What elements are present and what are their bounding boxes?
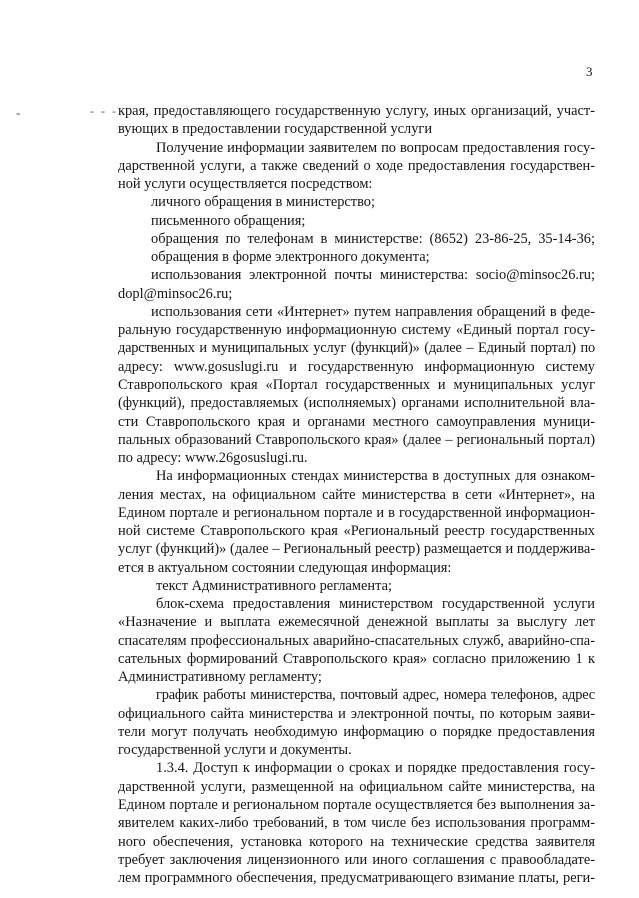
text-line: дарственной услуги, размещенной на официальном сайте министерства, на (118, 778, 595, 795)
text-line: ной услуги осуществляется посредством: (118, 176, 373, 192)
text-line: вующих в предоставлении государственной услуги (118, 121, 433, 138)
page-number: 3 (586, 64, 593, 79)
text-line: обращения в форме электронного документа; (151, 249, 430, 266)
text-line: dopl@minsoc26.ru; (118, 285, 233, 302)
text-line: использования сети «Интернет» путем направления обращений в феде- (151, 303, 595, 320)
text-line: спасателям профессиональных аварийно-спасательных служб, аварийно-спа- (118, 632, 595, 649)
text-line: 1.3.4. Доступ к информации о сроках и порядке предоставления госу- (156, 760, 595, 777)
text-line: ется в актуальном состоянии следующая информация: (118, 559, 452, 576)
margin-mark: - (16, 105, 21, 120)
text-line: текст Административного регламента; (156, 577, 392, 594)
text-line: края, предоставляющего государственную услугу, иных организаций, участ- (118, 103, 595, 119)
text-line: Ставропольского края «Портал государственных и муниципальных услуг (118, 376, 595, 393)
text-line: адресу: www.gosuslugi.ru и государственную информационную систему (118, 358, 595, 375)
text-line: официального сайта министерства и электронной почты, по которым заяви- (118, 705, 595, 722)
text-line: (функций), предоставляемых (исполняемых) органами исполнительной вла- (118, 395, 595, 412)
text-line: сательных формирований Ставропольского края» согласно приложению 1 к (118, 650, 595, 667)
text-line: письменного обращения; (151, 212, 306, 229)
text-line: ной системе Ставропольского края «Региональный реестр государственных (118, 523, 595, 539)
text-line: дарственной услуги, а также сведений о ходе предоставления государствен- (118, 157, 595, 174)
text-line: услуг (функций)» (далее – Региональный реестр) размещается и поддержива- (118, 541, 595, 558)
text-line: Едином портале и региональном портале осуществляется без выполнения за- (118, 797, 595, 813)
text-line: график работы министерства, почтовый адрес, номера телефонов, адрес (156, 687, 595, 704)
text-line: личного обращения в министерство; (151, 194, 375, 211)
text-line: использования электронной почты министерства: socio@minsoc26.ru; (151, 267, 595, 284)
text-line: пальных образований Ставропольского края» (далее – региональный портал) (118, 431, 595, 448)
text-line: На информационных стендах министерства в доступных для ознаком- (156, 468, 595, 485)
text-line: блок-схема предоставления министерством государственной услуги (156, 596, 595, 613)
text-line: по адресу: www.26gosuslugi.ru. (118, 450, 308, 466)
text-line: ного обеспечения, установка которого на технические средства заявителя (118, 833, 595, 850)
text-line: обращения по телефонам в министерстве: (8652) 23-86-25, 35-14-36; (151, 230, 595, 247)
text-line: дарственных и муниципальных услуг (функций)» (далее – Единый портал) по (118, 340, 595, 357)
text-line: «Назначение и выплата ежемесячной денежной выплаты за выслугу лет (118, 614, 595, 631)
text-line: сти Ставропольского края и органами местного самоуправления муници- (118, 413, 595, 430)
text-line: ления местах, на официальном сайте министерства в сети «Интернет», на (118, 486, 595, 503)
text-line: Едином портале и региональном портале и в государственной информацион- (118, 504, 595, 521)
margin-dash: - - - (90, 104, 118, 118)
text-line: ральную государственную информационную систему «Единый портал госу- (118, 322, 595, 339)
text-line: требует заключения лицензионного или иного соглашения с правообладате- (118, 851, 595, 868)
text-line: государственной услуги и документы. (118, 742, 352, 759)
text-line: тели могут получать необходимую информацию о порядке предоставления (118, 723, 595, 740)
text-line: Получение информации заявителем по вопросам предоставления госу- (156, 139, 595, 156)
text-line: Административному регламенту; (118, 669, 322, 686)
text-line: лем программного обеспечения, предусматривающего взимание платы, реги- (118, 870, 595, 886)
text-line: явителем каких-либо требований, в том числе без использования программ- (118, 815, 595, 832)
